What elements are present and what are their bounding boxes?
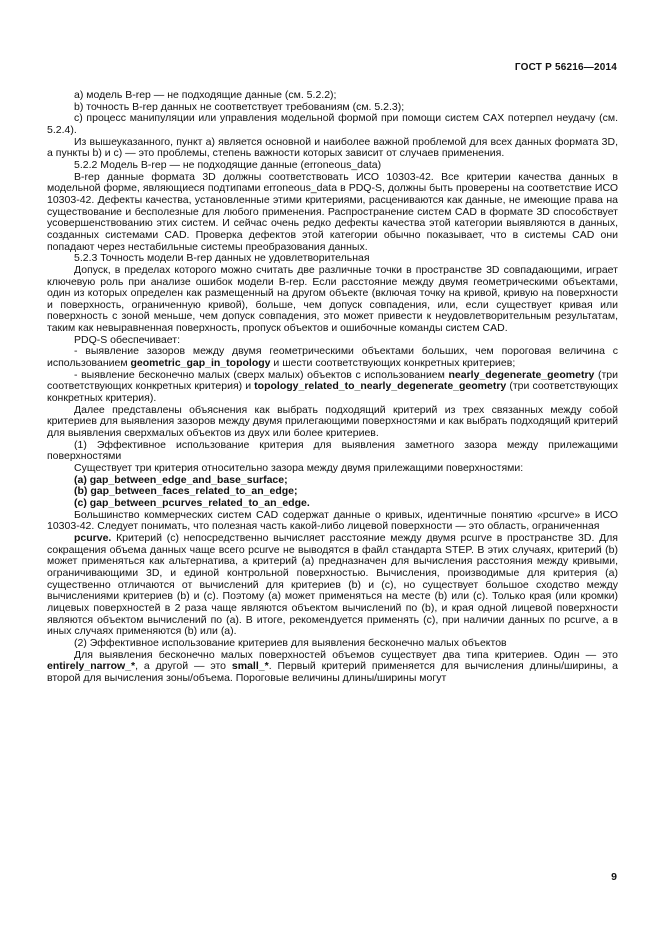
page-number: 9: [611, 871, 617, 883]
text-run: b) точность B-rep данных не соответствует требованиям (см. 5.2.3);: [74, 100, 405, 113]
text-run: . Первый критерий применяется для вычисления длины/ширины, а второй для вычисления зоны/объема. Пороговые величины длины/ширины могут: [47, 660, 618, 684]
text-run: Существует три критерия относительно зазора между двумя прилежащими поверхностями:: [74, 462, 524, 474]
document-body: [47, 90, 618, 684]
bold-text-run: (c) gap_between_pcurves_related_to_an_edge.: [74, 496, 310, 509]
paragraph: [47, 137, 618, 160]
text-run: Для выявления бесконечно малых поверхностей объемов существует два типа критериев. Один — это: [74, 648, 618, 661]
bold-text-run: entirely_narrow_*: [47, 660, 136, 673]
bold-text-run: topology_related_to_nearly_degenerate_geometry: [254, 380, 507, 393]
text-run: Допуск, в пределах которого можно считать две различные точки в пространстве 3D совпадающими, играет ключевую роль при анализе ошибок модели B-rep. Если расстояние между двумя геометрическими объектами, один из которых определен как размещенный на другом объекте (включая точку на кривой, кривую на поверхности и поверхность, ограниченную кривой), больше, чем допуск совпадения, или, если существует кривая или поверхность с зоной меньше, чем допуск совпадения, это может привести к неудовлетворительным результатам, таким как невыравненная поверхность, пропуск объектов и ошибочные команды систем CAD.: [47, 263, 618, 335]
list-item-c: [47, 113, 618, 136]
paragraph: [47, 265, 618, 335]
text-run: B-rep данные формата 3D должны соответствовать ИСО 10303-42. Все критерии качества данных в модельной форме, являющиеся подтипами erroneous_data в PDQ-S, должны быть проверены на соответствие ИСО 10303-42. Дефекты качества, установленные этими критериями, расцениваются как данные, не имеющие права на существование и бесполезные для любого применения. Распространение систем CAD в формате 3D способствует усовершенствованию этих систем. И сейчас очень редко дефекты качества этой категории выявляются в данных, созданных системами CAD. Проверка дефектов этой категории обычно показывает, что в системы CAD они попадают через нестабильные системы преобразования данных.: [47, 170, 618, 253]
text-run: (три соответствующих конкретных критерия) и: [47, 368, 619, 393]
text-run: (три соответствующих конкретных критерия).: [47, 380, 619, 405]
text-run: Критерий (с) непосредственно вычисляет расстояние между двумя pcurve в пространстве 3D. Для сокращения объема данных чаще всего pcurve не выводятся в файл стандарта STEP. В этих случаях, критерий (b) может применяться как альтернатива, а критерий (а) предназначен для вычисления расстояния между кривыми, ограничивающими 3D, и единой контрольной поверхностью. Вычисления, производимые для критерия (а) существенно отличаются от вычислений для критериев (b) и (с), но существует большое сходство между вычислениями критериев (b) и (с). Поэтому (а) может применяться на месте (b) или (с). Только края (или кромки) лицевых поверхностей в 2 раза чаще являются объектом вычислений по (b), и края одной лицевой поверхности являются объектом вычислений по (а). В итоге, рекомендуется применять (с), при наличии данных по pcurve, а в иных случаях применяются (b) или (а).: [47, 531, 618, 638]
bold-text-run: (b) gap_between_faces_related_to_an_edge;: [74, 485, 298, 498]
text-run: 5.2.2 Модель B-rep — не подходящие данные (erroneous_data): [74, 158, 382, 171]
text-run: Далее представлены объяснения как выбрать подходящий критерий из трех связанных между собой критериев для выявления зазоров между двумя прилегающими поверхностями и как выбрать подходящий критерий для выявления сверхмалых объектов из двух или более критериев.: [47, 403, 618, 440]
text-run: (1) Эффективное использование критерия для выявления заметного зазора между прилежащими поверхностями: [47, 438, 618, 463]
bold-text-run: pcurve.: [74, 531, 112, 544]
text-run: PDQ-S обеспечивает:: [74, 333, 181, 346]
bold-text-run: (a) gap_between_edge_and_base_surface;: [74, 473, 288, 486]
paragraph: [47, 650, 618, 685]
text-run: 5.2.3 Точность модели B-rep данных не удовлетворительная: [74, 252, 370, 265]
text-run: , а другой — это: [135, 660, 232, 673]
paragraph: [47, 510, 618, 533]
paragraph: [47, 533, 618, 638]
text-run: (2) Эффективное использование критериев для выявления бесконечно малых объектов: [74, 636, 507, 649]
document-header: ГОСТ Р 56216—2014: [514, 62, 617, 73]
text-run: - выявление зазоров между двумя геометрическими объектами больших, чем пороговая величина с использованием: [47, 345, 618, 370]
paragraph: [47, 405, 618, 440]
text-run: Из вышеуказанного, пункт а) является основной и наиболее важной проблемой для всех данных формата 3D, а пункты b) и с) — это проблемы, степень важности которых зависит от случаев применения.: [47, 135, 618, 160]
text-run: и шести соответствующих конкретных критериев;: [270, 357, 516, 370]
bold-text-run: nearly_degenerate_geometry: [448, 368, 595, 381]
text-run: - выявление бесконечно малых (сверх малых) объектов с использованием: [74, 368, 449, 381]
bold-text-run: geometric_gap_in_topology: [130, 357, 271, 370]
paragraph: [47, 440, 618, 463]
bold-text-run: small_*: [231, 660, 269, 673]
paragraph: [47, 172, 618, 254]
list-item-dash: [47, 370, 618, 405]
text-run: Большинство коммерческих систем CAD содержат данные о кривых, идентичные понятию «pcurve» в ИСО 10303-42. Следует понимать, что полезная часть какой-либо лицевой поверхности — это область, ограниченная: [47, 508, 618, 533]
text-run: а) модель B-rep — не подходящие данные (см. 5.2.2);: [74, 89, 337, 101]
text-run: с) процесс манипуляции или управления модельной формой при помощи систем CAX потерпел неудачу (см. 5.2.4).: [47, 112, 618, 136]
list-item-dash: [47, 346, 618, 369]
